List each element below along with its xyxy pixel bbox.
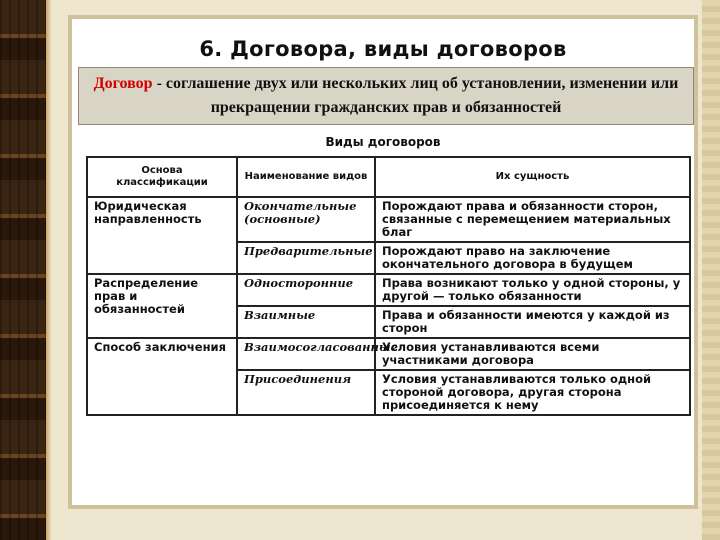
essence-cell: Условия устанавливаются всеми участниками договора bbox=[375, 338, 690, 370]
kind-cell: Предварительные bbox=[237, 242, 375, 274]
definition-text: - соглашение двух или нескольких лиц об установлении, изменении или прекращении гражданских прав и обязанностей bbox=[152, 75, 679, 116]
essence-cell: Порождают права и обязанности сторон, связанные с перемещением материальных благ bbox=[375, 197, 690, 242]
table-header-row bbox=[87, 157, 690, 197]
page-title: 6. Договора, виды договоров bbox=[199, 37, 567, 61]
table-row bbox=[87, 274, 690, 306]
essence-cell: Права возникают только у одной стороны, у другой — только обязанности bbox=[375, 274, 690, 306]
header-basis: Основа классификации bbox=[87, 157, 237, 197]
basis-cell: Распределение прав и обязанностей bbox=[87, 274, 237, 338]
kind-cell: Взаимные bbox=[237, 306, 375, 338]
kind-cell: Односторонние bbox=[237, 274, 375, 306]
essence-cell: Порождают право на заключение окончательного договора в будущем bbox=[375, 242, 690, 274]
table-row bbox=[87, 338, 690, 370]
decorative-right-border bbox=[702, 0, 720, 540]
header-essence: Их сущность bbox=[375, 157, 690, 197]
decorative-wood-strip bbox=[0, 0, 46, 540]
essence-cell: Права и обязанности имеются у каждой из сторон bbox=[375, 306, 690, 338]
definition-term: Договор bbox=[93, 75, 153, 92]
essence-cell: Условия устанавливаются только одной стороной договора, другая сторона присоединяется к нему bbox=[375, 370, 690, 415]
kind-cell: Взаимосогласованные bbox=[237, 338, 375, 370]
slide bbox=[68, 15, 698, 509]
definition-box bbox=[78, 67, 694, 125]
kind-cell: Присоединения bbox=[237, 370, 375, 415]
table-row bbox=[87, 197, 690, 242]
basis-cell: Способ заключения bbox=[87, 338, 237, 415]
table-title: Виды договоров bbox=[325, 135, 441, 149]
header-kind: Наименование видов bbox=[237, 157, 375, 197]
kind-cell: Окончательные (основные) bbox=[237, 197, 375, 242]
contract-types-table bbox=[86, 156, 691, 416]
basis-cell: Юридическая направленность bbox=[87, 197, 237, 274]
